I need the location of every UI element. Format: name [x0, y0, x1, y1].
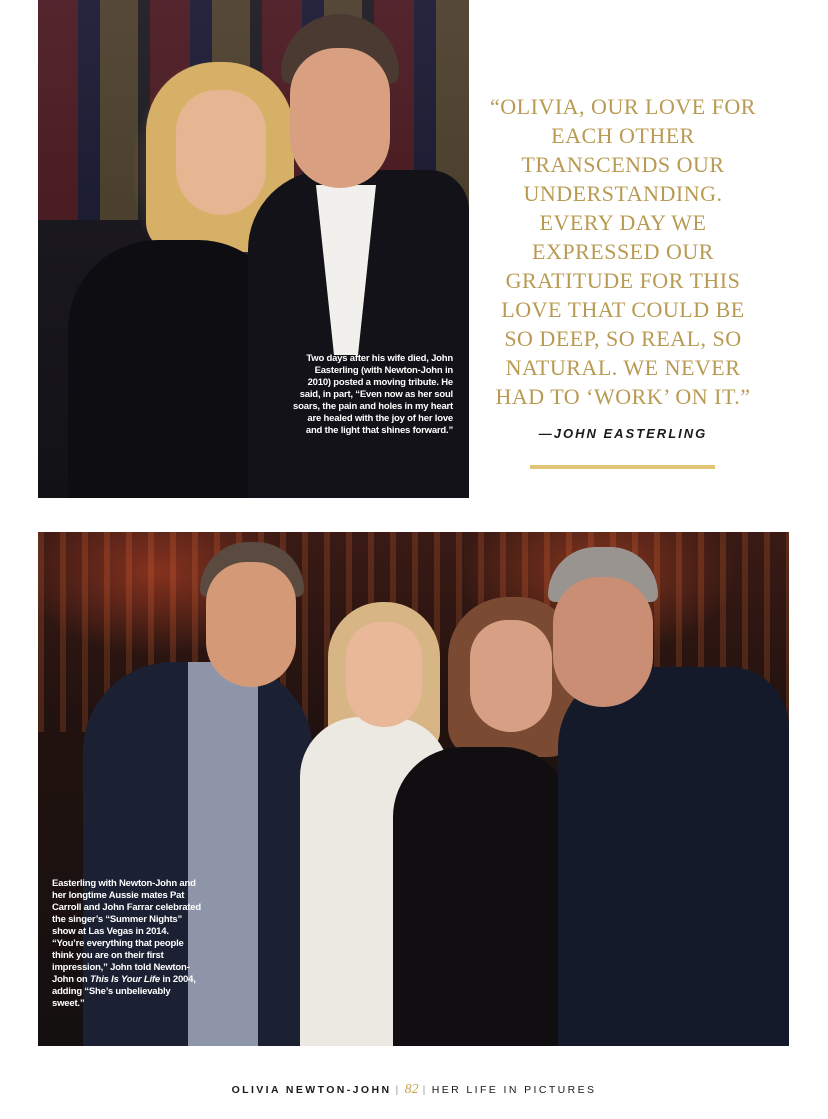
woman-face [176, 90, 266, 215]
caption-show-title: This Is Your Life [89, 974, 160, 985]
pull-quote: “OLIVIA, OUR LOVE FOR EACH OTHER TRANSCENDS OUR UNDERSTANDING. EVERY DAY WE EXPRESSED OUR GRATITUDE FOR THIS LOVE THAT COULD BE SO DEEP, SO REAL, SO NATURAL. WE NEVER HAD TO ‘WORK’ ON IT.” [490, 94, 756, 409]
photo-easterling-newton-john-2010 [38, 0, 469, 498]
photo-top-caption: Two days after his wife died, John Easterling (with Newton-John in 2010) posted a moving tribute. He said, in part, “Even now as her soul soars, the pain and holes in my heart are healed with the joy of her love and the light that shines forward.” [293, 353, 453, 436]
footer-separator: | [395, 1084, 401, 1096]
footer-section: HER LIFE IN PICTURES [431, 1084, 597, 1096]
person4-face [553, 577, 653, 707]
caption-text-2: in 2004, adding “She’s unbelievably sweet.” [52, 974, 196, 1009]
caption-text-1: Easterling with Newton-John and her longtime Aussie mates Pat Carroll and John Farrar celebrated the singer’s “Summer Nights” show at Las Vegas in 2014. “You’re everything that people think you are on their first impression,” John told Newton-John on [52, 878, 201, 985]
person2-face [346, 622, 422, 727]
photo-bottom-caption [52, 878, 202, 1010]
footer-title: OLIVIA NEWTON-JOHN [231, 1084, 392, 1096]
photo-group-las-vegas-2014 [38, 532, 789, 1046]
person4-shirt [558, 667, 789, 1046]
person3-face [470, 620, 552, 732]
page-number: 82 [404, 1082, 419, 1097]
person1-face [206, 562, 296, 687]
person3-top [393, 747, 573, 1046]
man-face [290, 48, 390, 188]
quote-divider [530, 465, 715, 469]
footer-separator-2: | [422, 1084, 428, 1096]
quote-attribution: —JOHN EASTERLING [538, 426, 708, 441]
page-footer [0, 1082, 828, 1098]
